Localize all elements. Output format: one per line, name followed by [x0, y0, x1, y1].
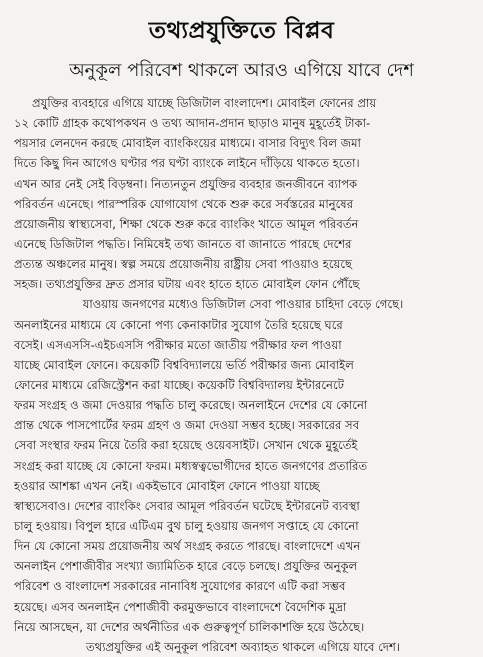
body-line: এনেছে ডিজিটাল পদ্ধতি। নিমিষেই তথ্য জানতে বা জানাতে পারছে দেশের [14, 236, 352, 251]
body-line: সেবা সংস্থার ফরম নিয়ে তৈরি করা হয়েছে ওয়েবসাইট। সেখান থেকে মুহূর্তেই [14, 438, 358, 453]
headline: তথ্যপ্রযুক্তিতে বিপ্লব [148, 18, 335, 44]
body-line: ফরম সংগ্রহ ও জমা দেওয়ার পদ্ধতি চালু করেছে। অনলাইনে দেশের যে কোনো [14, 398, 368, 413]
body-line: দিতে কিছু দিন আগেও ঘণ্টার পর ঘণ্টা ব্যাংকে লাইনে দাঁড়িয়ে থাকতে হতো। [14, 156, 360, 171]
body-line: প্রান্ত থেকে পাসপোর্টের ফরম গ্রহণ ও জমা দেওয়া সম্ভব হচ্ছে। সরকারের সব [14, 418, 360, 433]
body-line: পয়সার লেনদেন করছে মোবাইল ব্যাংকিংয়ের মাধ্যমে। বাসার বিদ্যুৎ বিল জমা [14, 136, 361, 151]
body-line: নিয়ে আসছেন, যা দেশের অর্থনীতির এক গুরুত্বপূর্ণ চালিকাশক্তি হয়ে উঠেছে। [14, 619, 365, 634]
body-line: হয়েছে। এসব অনলাইন পেশাজীবী করমুক্তভাবে বাংলাদেশে বৈদেশিক মুদ্রা [14, 599, 347, 614]
body-line: যাওয়ায় জনগণের মধ্যেও ডিজিটাল সেবা পাওয়ার চাহিদা বেড়ে গেছে। [82, 297, 404, 312]
body-line: তথ্যপ্রযুক্তির এই অনুকূল পরিবেশ অব্যাহত থাকলে এগিয়ে যাবে দেশ। [86, 639, 400, 654]
body-line: পরিবর্তন এনেছে। পারস্পরিক যোগাযোগ থেকে শুরু করে সর্বস্তরের মানুষের [14, 196, 354, 211]
body-line: স্বাস্থ্যসেবাও। দেশের ব্যাংকিং সেবার আমূল পরিবর্তন ঘটেছে ইন্টারনেট ব্যবস্থা [14, 498, 360, 513]
body-line: পরিবেশ ও বাংলাদেশ সরকারের নানাবিধ সুযোগের কারণে এটি করা সম্ভব [14, 579, 346, 594]
body-line: হওয়ার আশঙ্কা এখন নেই। একইভাবে মোবাইল ফোনে পাওয়া যাচ্ছে [14, 478, 320, 493]
body-line: চালু হওয়ায়। বিপুল হারে এটিএম বুথ চালু হওয়ায় জনগণ সপ্তাহে যে কোনো [14, 518, 359, 533]
body-line: অনলাইনের মাধ্যমে যে কোনো পণ্য কেনাকাটার সুযোগ তৈরি হয়েছে ঘরে [14, 317, 343, 332]
body-line: প্রত্যন্ত অঞ্চলের মানুষ। স্বল্প সময়ে প্রয়োজনীয় রাষ্ট্রীয় সেবা পাওয়াও হয়েছে [14, 257, 353, 272]
body-line: ফোনের মাধ্যমে রেজিস্ট্রেশন করা যাচ্ছে। কয়েকটি বিশ্ববিদ্যালয় ইন্টারনেটে [14, 377, 344, 392]
body-line: প্রয়োজনীয় স্বাস্থ্যসেবা, শিক্ষা থেকে শুরু করে ব্যাংকিং খাতে আমূল পরিবর্তন [14, 216, 359, 231]
body-line: সংগ্রহ করা যাচ্ছে যে কোনো ফরম। মধ্যস্বত্বভোগীদের হাতে জনগণের প্রতারিত [14, 458, 368, 473]
body-line: যাচ্ছে মোবাইল ফোনে। কয়েকটি বিশ্ববিদ্যালয়ে ভর্তি পরীক্ষার জন্য মোবাইল [14, 357, 354, 372]
body-line: সহজ। তথ্যপ্রযুক্তির দ্রুত প্রসার ঘটায় এবং হাতে হাতে মোবাইল ফোন পৌঁছে [14, 277, 360, 292]
body-line: এখন আর নেই সেই বিড়ম্বনা। নিত্যনতুন প্রযুক্তির ব্যবহার জনজীবনে ব্যাপক [14, 176, 358, 191]
article-body [14, 93, 472, 654]
body-line: অনলাইন পেশাজীবীর সংখ্যা জ্যামিতিক হারে বেড়ে চলছে। প্রযুক্তির অনুকূল [14, 559, 358, 574]
body-line: দিন যে কোনো সময় প্রয়োজনীয় অর্থ সংগ্রহ করতে পারছে। বাংলাদেশে এখন [14, 539, 361, 554]
subheadline: অনুকূল পরিবেশ থাকলে আরও এগিয়ে যাবে দেশ [69, 60, 414, 81]
body-line: বসেই। এসএসসি-এইচএসসি পরীক্ষার মতো জাতীয় পরীক্ষার ফল পাওয়া [14, 337, 342, 352]
body-line: প্রযুক্তির ব্যবহারে এগিয়ে যাচ্ছে ডিজিটাল বাংলাদেশ। মোবাইল ফোনের প্রায় [32, 96, 377, 110]
body-line: ১২ কোটি গ্রাহক কথোপকথন ও তথ্য আদান-প্রদান ছাড়াও মানুষ মুহূর্তেই টাকা- [14, 116, 371, 131]
